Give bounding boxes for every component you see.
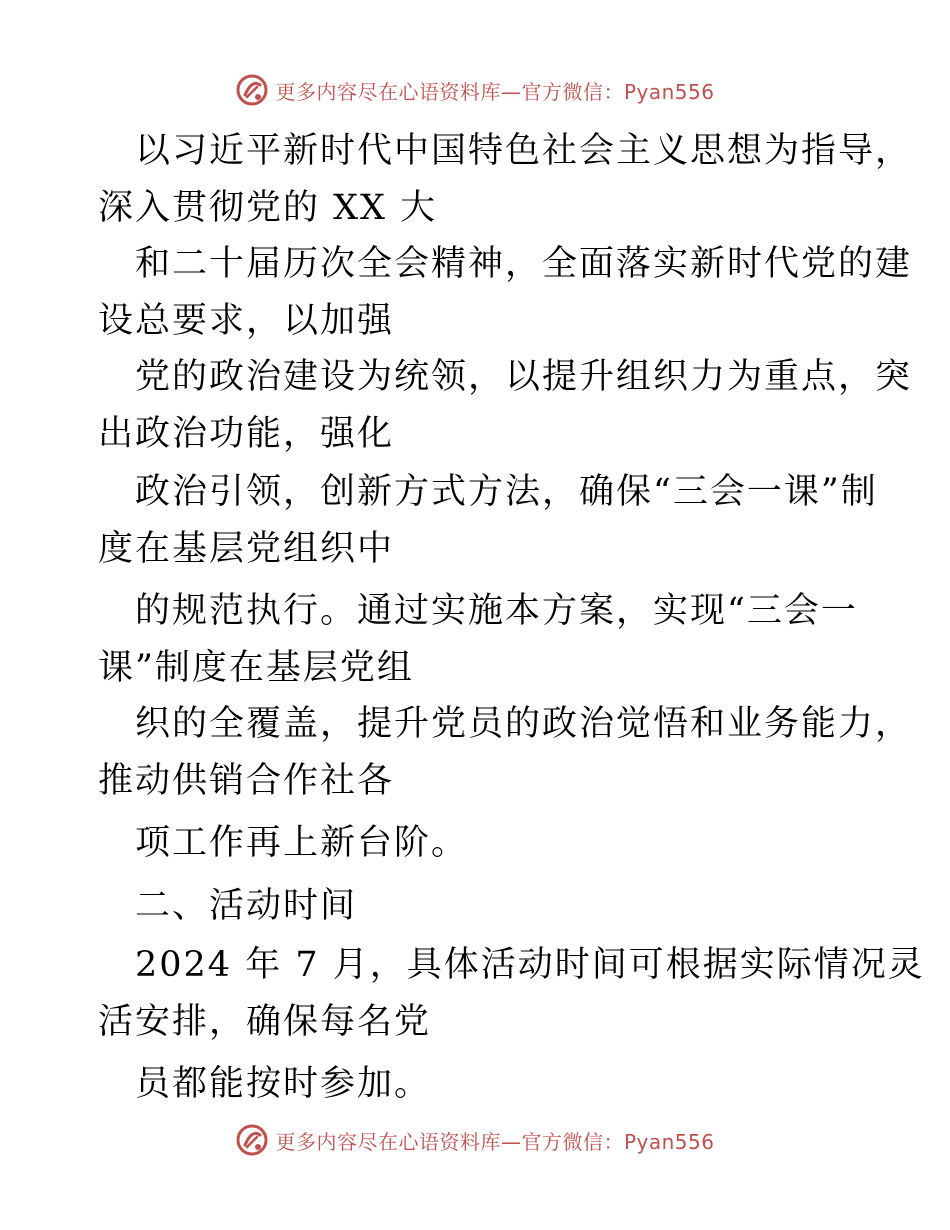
heading-line: 二、活动时间 <box>135 886 358 926</box>
paragraph-2 <box>0 236 950 350</box>
text-line: 出政治功能，强化 <box>98 414 395 454</box>
paragraph-6 <box>0 696 950 810</box>
seal-logo-icon <box>235 1123 269 1157</box>
text-line: 织的全覆盖，提升党员的政治觉悟和业务能力， <box>135 704 913 744</box>
seal-logo-icon <box>235 73 269 107</box>
text-line: 党的政治建设为统领，以提升组织力为重点，突 <box>135 357 913 397</box>
header-watermark <box>0 70 950 110</box>
section-heading <box>0 878 950 935</box>
text-line: 课”制度在基层党组 <box>98 648 414 688</box>
text-line: 和二十届历次全会精神，全面落实新时代党的建 <box>135 244 913 284</box>
paragraph-1 <box>0 123 950 237</box>
text-line: 的规范执行。通过实施本方案，实现“三会一 <box>135 591 858 631</box>
paragraph-7 <box>0 815 950 872</box>
text-line: 项工作再上新台阶。 <box>135 823 469 863</box>
text-line: 以习近平新时代中国特色社会主义思想为指导， <box>135 131 913 171</box>
paragraph-3 <box>0 349 950 463</box>
footer-watermark-text: 更多内容尽在心语资料库—官方微信：Pyan556 <box>275 1129 715 1154</box>
paragraph-8 <box>0 937 950 1051</box>
paragraph-4 <box>0 464 950 578</box>
paragraph-5 <box>0 583 950 697</box>
text-line: 设总要求，以加强 <box>98 301 395 341</box>
text-line: 度在基层党组织中 <box>98 529 395 569</box>
text-line: 2024 年 7 月，具体活动时间可根据实际情况灵 <box>135 945 925 985</box>
text-line: 推动供销合作社各 <box>98 761 395 801</box>
text-line: 员都能按时参加。 <box>135 1064 432 1104</box>
text-line: 政治引领，创新方式方法，确保“三会一课”制 <box>135 472 878 512</box>
text-line: 活安排，确保每名党 <box>98 1002 432 1042</box>
footer-watermark <box>0 1120 950 1160</box>
text-line: 深入贯彻党的 XX 大 <box>98 188 438 228</box>
header-watermark-text: 更多内容尽在心语资料库—官方微信：Pyan556 <box>275 79 715 104</box>
paragraph-9 <box>0 1056 950 1113</box>
